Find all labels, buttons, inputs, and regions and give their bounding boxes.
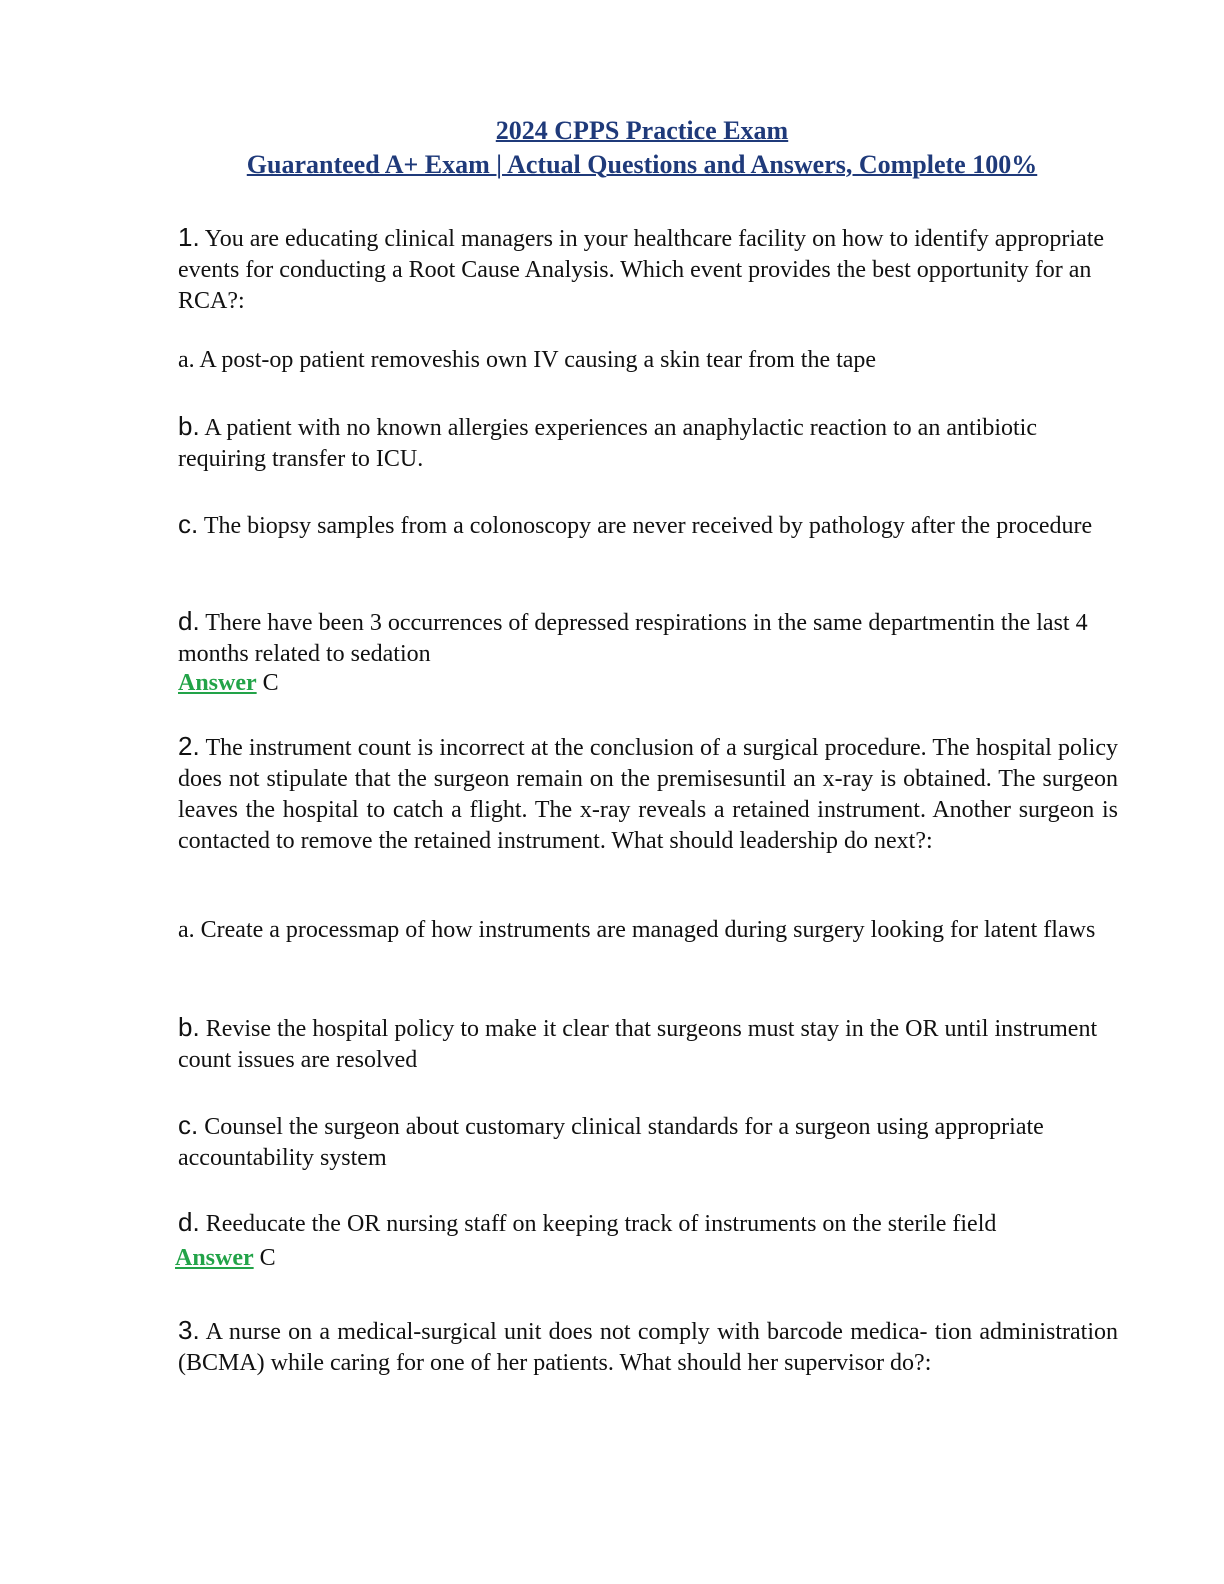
option-text: A post-op patient removeshis own IV causing a skin tear from the tape [199, 347, 877, 373]
question-2 [178, 731, 1118, 857]
option-text: There have been 3 occurrences of depressed respirations in the same departmentin the last 4 months related to sedation [178, 610, 1088, 667]
question-1-option-a [178, 345, 1118, 376]
question-2-option-d [178, 1207, 1118, 1240]
answer-label: Answer [178, 670, 257, 696]
option-text: The biopsy samples from a colonoscopy are never received by pathology after the procedure [203, 513, 1093, 539]
option-label: c. [178, 1110, 199, 1140]
question-1-option-c [178, 509, 1118, 542]
answer-value: C [262, 670, 279, 696]
option-label: c. [178, 509, 199, 539]
option-label: d. [178, 606, 200, 636]
option-label: b. [178, 411, 200, 441]
question-1-option-b [178, 411, 1118, 475]
document-subtitle: Guaranteed A+ Exam | Actual Questions and Answers, Complete 100% [246, 150, 1038, 179]
option-label: b. [178, 1012, 200, 1042]
option-text: Revise the hospital policy to make it clear that surgeons must stay in the OR until instrument count issues are resolved [178, 1016, 1098, 1073]
answer-value: C [259, 1245, 276, 1271]
question-2-option-c [178, 1110, 1118, 1174]
question-3 [178, 1315, 1118, 1379]
document-title: 2024 CPPS Practice Exam [495, 116, 789, 145]
question-text: A nurse on a medical-surgical unit does not comply with barcode medica- tion administration (BCMA) while caring for one of her patients. What should her supervisor do?: [178, 1319, 1118, 1376]
option-text: Counsel the surgeon about customary clinical standards for a surgeon using appropriate accountability system [178, 1114, 1044, 1171]
question-number: 2. [178, 731, 200, 761]
question-2-answer [175, 1243, 276, 1274]
answer-label: Answer [175, 1245, 254, 1271]
option-text: Create a processmap of how instruments are managed during surgery looking for latent flaws [200, 917, 1096, 943]
question-1-answer [178, 668, 279, 699]
question-text: The instrument count is incorrect at the conclusion of a surgical procedure. The hospital policy does not stipulate that the surgeon remain on the premisesuntil an x-ray is obtained. The surgeon leaves the hospital to catch a flight. The x-ray reveals a retained instrument. Another surgeon is contacted to remove the retained instrument. What should leadership do next?: [178, 735, 1118, 854]
question-2-option-a [178, 915, 1118, 946]
question-1 [178, 222, 1118, 317]
option-label: a. [178, 347, 195, 373]
question-1-option-d [178, 606, 1118, 670]
option-label: a. [178, 917, 195, 943]
option-label: d. [178, 1207, 200, 1237]
question-number: 3. [178, 1315, 200, 1345]
question-2-option-b [178, 1012, 1118, 1076]
option-text: A patient with no known allergies experiences an anaphylactic reaction to an antibiotic requiring transfer to ICU. [178, 415, 1037, 472]
question-number: 1. [178, 222, 200, 252]
option-text: Reeducate the OR nursing staff on keeping track of instruments on the sterile field [205, 1211, 997, 1237]
question-text: You are educating clinical managers in your healthcare facility on how to identify appropriate events for conducting a Root Cause Analysis. Which event provides the best opportunity for an RCA?: [178, 226, 1105, 314]
